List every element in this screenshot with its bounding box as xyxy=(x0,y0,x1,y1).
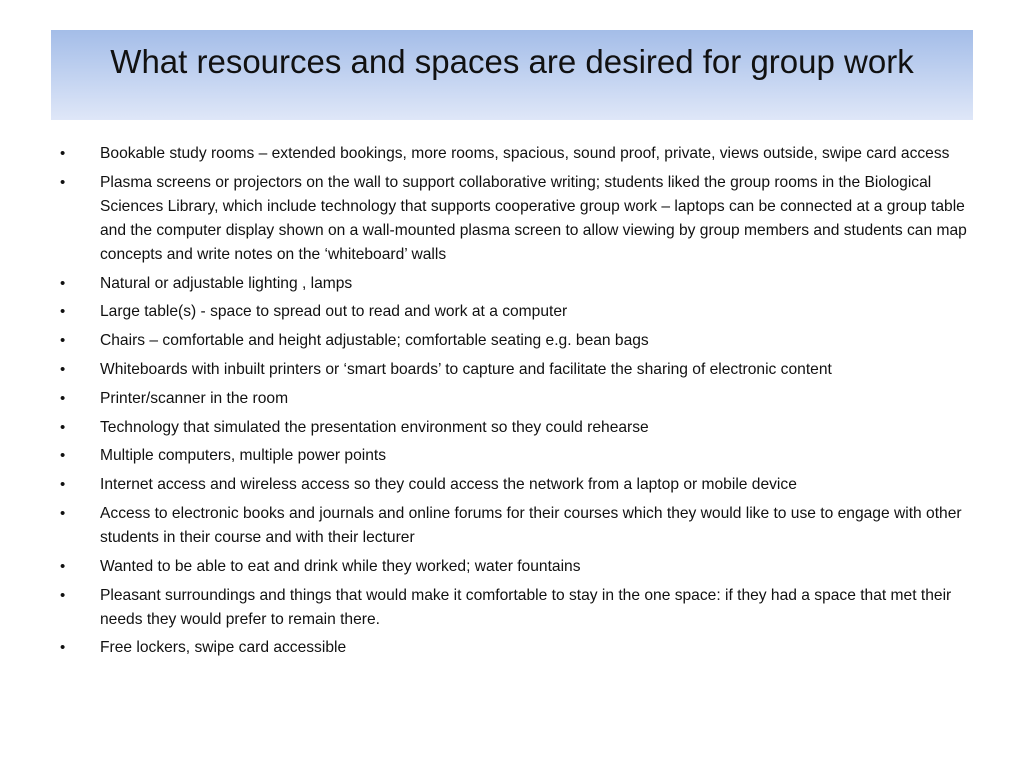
bullet-item xyxy=(60,416,970,440)
bullet-icon: • xyxy=(60,504,66,522)
bullet-text: Printer/scanner in the room xyxy=(100,389,289,407)
bullet-icon: • xyxy=(60,360,66,378)
title-band xyxy=(51,30,973,120)
bullet-text: Wanted to be able to eat and drink while they worked; water fountains xyxy=(100,557,581,575)
bullet-text: Free lockers, swipe card accessible xyxy=(100,639,347,657)
bullet-item xyxy=(60,636,970,660)
bullet-item xyxy=(60,584,970,632)
bullet-icon: • xyxy=(60,145,66,162)
bullet-item xyxy=(60,171,970,267)
bullet-text: Technology that simulated the presentation environment so they could rehearse xyxy=(100,418,649,436)
bullet-icon: • xyxy=(60,418,66,436)
bullet-item xyxy=(60,473,970,497)
bullet-text: Pleasant surroundings and things that would make it comfortable to stay in the one space: if they had a space that met their needs they would prefer to remain there. xyxy=(100,586,952,628)
bullet-text: Internet access and wireless access so they could access the network from a laptop or mobile device xyxy=(100,476,797,494)
bullet-icon: • xyxy=(60,557,66,575)
bullet-icon: • xyxy=(60,639,66,657)
bullet-icon: • xyxy=(60,274,66,292)
bullet-icon: • xyxy=(60,476,66,494)
bullet-text: Multiple computers, multiple power points xyxy=(100,447,387,465)
slide-content xyxy=(60,142,970,665)
bullet-icon: • xyxy=(60,173,66,191)
bullet-text: Large table(s) - space to spread out to read and work at a computer xyxy=(100,303,568,321)
bullet-text: Access to electronic books and journals and online forums for their courses which they would like to use to engage with other students in their course and with their lecturer xyxy=(100,504,962,546)
bullet-item xyxy=(60,555,970,579)
bullet-list xyxy=(60,142,970,660)
bullet-icon: • xyxy=(60,586,66,604)
bullet-text: Chairs – comfortable and height adjustable; comfortable seating e.g. bean bags xyxy=(100,332,649,350)
bullet-item xyxy=(60,358,970,382)
bullet-icon: • xyxy=(60,447,66,465)
bullet-item xyxy=(60,272,970,296)
bullet-item xyxy=(60,329,970,353)
bullet-text: Bookable study rooms – extended bookings, more rooms, spacious, sound proof, private, views outside, swipe card access xyxy=(100,145,950,162)
bullet-item xyxy=(60,387,970,411)
bullet-item xyxy=(60,502,970,550)
bullet-icon: • xyxy=(60,303,66,321)
bullet-icon: • xyxy=(60,389,66,407)
bullet-item xyxy=(60,142,970,166)
bullet-icon: • xyxy=(60,332,66,350)
slide-title: What resources and spaces are desired for group work xyxy=(110,43,914,80)
bullet-item xyxy=(60,300,970,324)
bullet-text: Natural or adjustable lighting , lamps xyxy=(100,274,353,292)
bullet-text: Plasma screens or projectors on the wall to support collaborative writing; students liked the group rooms in the Biological Sciences Library, which include technology that supports cooperative group work – laptops can be connected at a group table and the computer display shown on a wall-mounted plasma screen to allow viewing by group members and students can map concepts and write notes on the ‘whiteboard’ walls xyxy=(100,173,967,263)
bullet-item xyxy=(60,444,970,468)
bullet-text: Whiteboards with inbuilt printers or ‘smart boards’ to capture and facilitate the sharing of electronic content xyxy=(100,360,832,378)
